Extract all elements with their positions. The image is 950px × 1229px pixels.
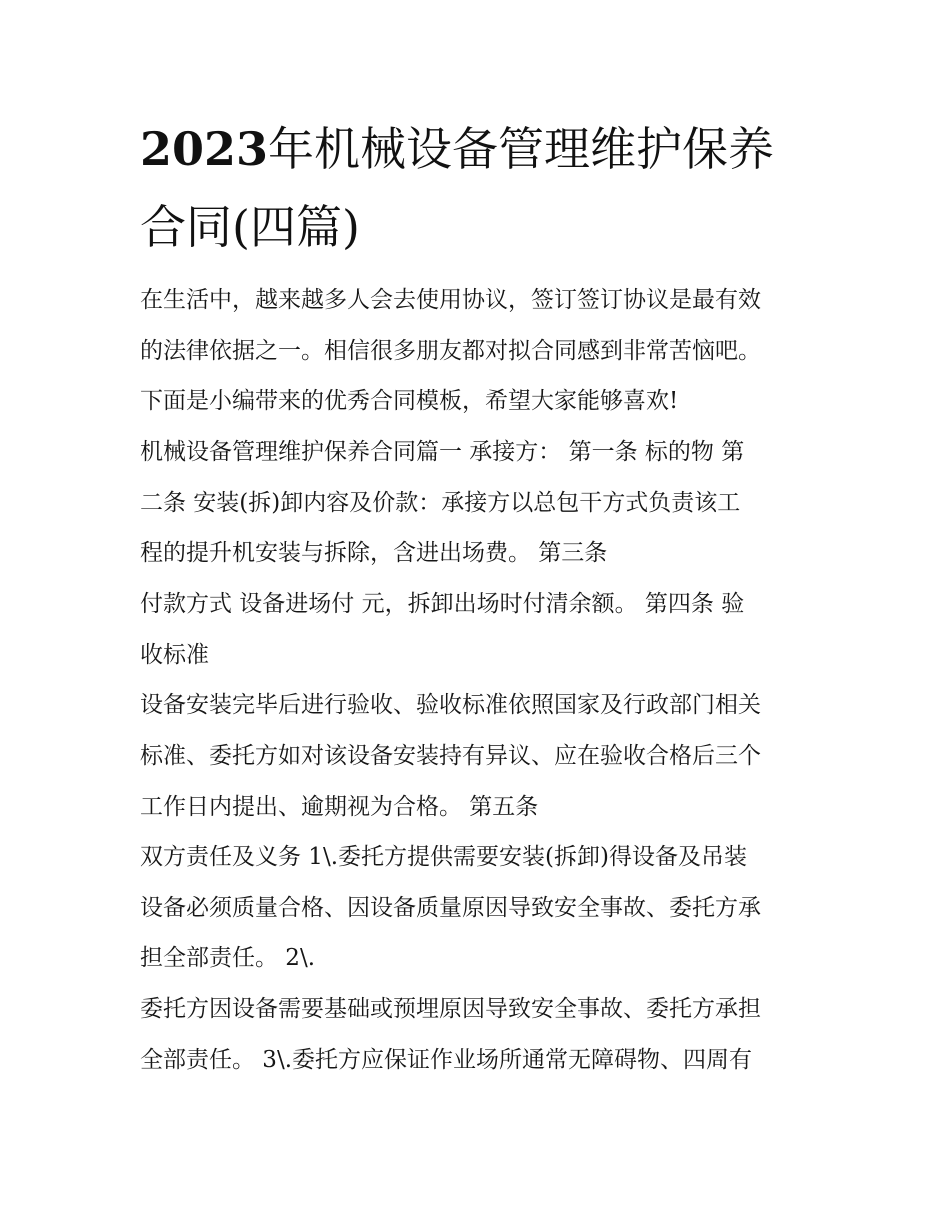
title-line1: 年机械设备管理维护保养 (268, 122, 775, 176)
body-line: 委托方因设备需要基础或预埋原因导致安全事故、委托方承担 (140, 996, 761, 1022)
body-line: 程的提升机安装与拆除，含进出场费。 第三条 (140, 540, 608, 566)
title-year: 2023 (140, 122, 269, 176)
body-line: 二条 安装(拆)卸内容及价款：承接方以总包干方式负责该工 (140, 490, 741, 516)
body-line: 担全部责任。 2\. (140, 945, 316, 971)
body-line: 全部责任。 3\.委托方应保证作业场所通常无障碍物、四周有 (140, 1047, 753, 1073)
body-line: 下面是小编带来的优秀合同模板，希望大家能够喜欢! (140, 388, 679, 414)
body-line: 付款方式 设备进场付 元，拆卸出场时付清余额。 第四条 验 (140, 591, 745, 617)
body-line: 在生活中，越来越多人会去使用协议，签订签订协议是最有效 (140, 287, 761, 313)
body-line: 工作日内提出、逾期视为合格。 第五条 (140, 794, 539, 820)
body-line: 标准、委托方如对该设备安装持有异议、应在验收合格后三个 (140, 743, 761, 769)
body-line: 设备安装完毕后进行验收、验收标准依照国家及行政部门相关 (140, 692, 761, 718)
body-line: 收标准 (140, 642, 209, 668)
body-line: 双方责任及义务 1\.委托方提供需要安装(拆卸)得设备及吊装 (140, 844, 747, 870)
body-line: 机械设备管理维护保养合同篇一 承接方： 第一条 标的物 第 (140, 439, 745, 465)
title-line2: 合同(四篇) (140, 200, 360, 254)
body-line: 的法律依据之一。相信很多朋友都对拟合同感到非常苦恼吧。 (140, 338, 761, 364)
document-title (140, 110, 820, 266)
body-line: 设备必须质量合格、因设备质量原因导致安全事故、委托方承 (140, 895, 761, 921)
